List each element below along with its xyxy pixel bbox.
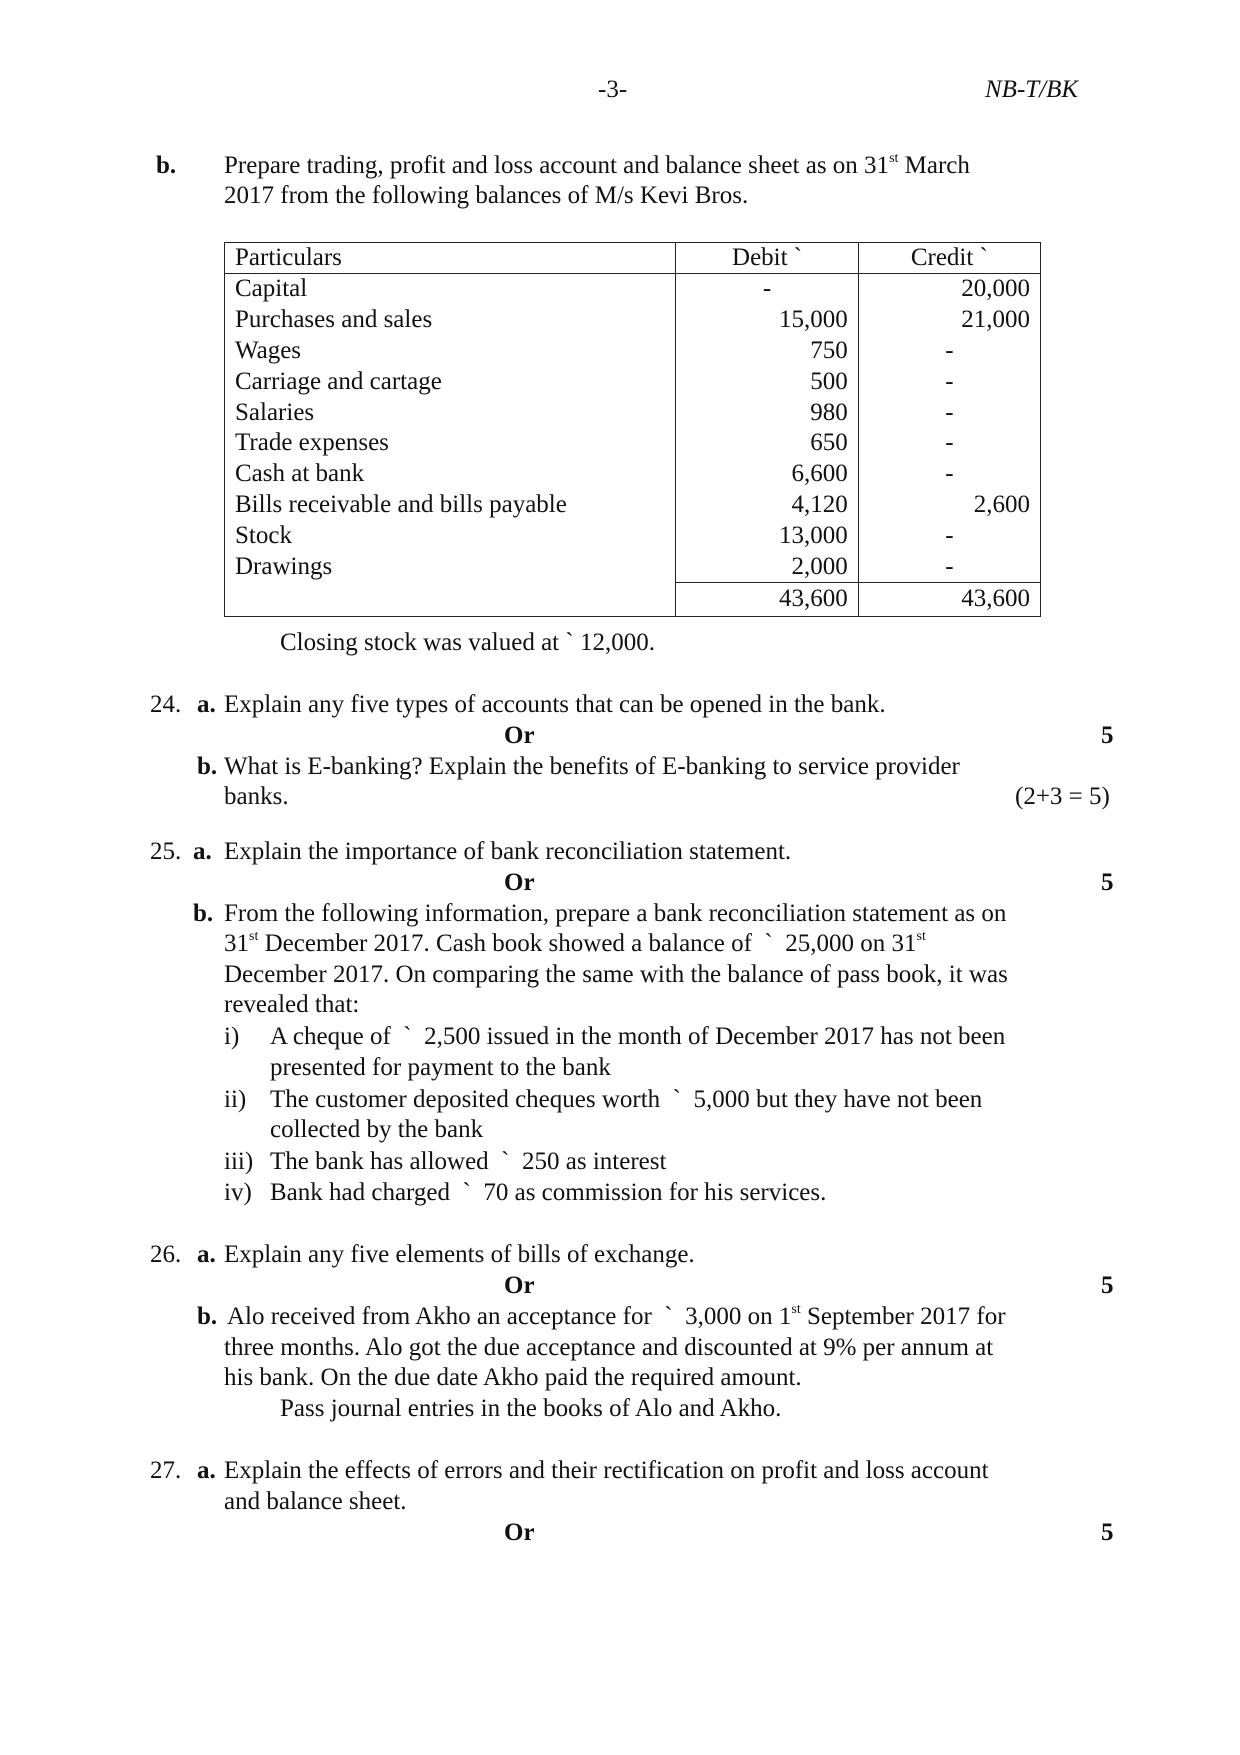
table-row	[225, 428, 1041, 459]
q24b-line1: What is E-banking? Explain the benefits of E-banking to service provider	[224, 753, 960, 780]
q24b-line2: banks.	[224, 783, 289, 810]
list-item-text: Bank had charged ` 70 as commission for his services.	[270, 1179, 827, 1206]
table-total-row	[225, 582, 1041, 616]
particular-cell: Wages	[225, 336, 676, 367]
q26b-line3: his bank. On the due date Akho paid the required amount.	[224, 1364, 802, 1391]
debit-cell: 6,600	[676, 459, 858, 490]
particular-cell: Purchases and sales	[225, 305, 676, 336]
credit-cell: -	[858, 366, 1040, 397]
particular-cell: Carriage and cartage	[225, 366, 676, 397]
list-item-text: The bank has allowed ` 250 as interest	[270, 1148, 667, 1175]
particular-cell: Trade expenses	[225, 428, 676, 459]
q25-number: 25.	[150, 838, 182, 865]
q23b-line1: Prepare trading, profit and loss account and balance sheet as on 31st March	[224, 150, 970, 179]
debit-cell: -	[676, 274, 858, 305]
list-item-num: iii)	[224, 1148, 254, 1175]
q26b-line4: Pass journal entries in the books of Alo and Akho.	[280, 1395, 782, 1422]
q27a-line1: Explain the effects of errors and their rectification on profit and loss account	[224, 1457, 989, 1484]
q26a-text: Explain any five elements of bills of exchange.	[224, 1241, 695, 1268]
q25b-line4: revealed that:	[224, 991, 360, 1018]
q27-or: Or	[504, 1519, 535, 1546]
q26-or: Or	[504, 1272, 535, 1299]
list-item-num: i)	[224, 1023, 240, 1050]
q25b-line3: December 2017. On comparing the same with the balance of pass book, it was	[224, 961, 1008, 988]
credit-cell: 20,000	[858, 274, 1040, 305]
list-item-text-cont: presented for payment to the bank	[270, 1054, 611, 1081]
particular-cell: Bills receivable and bills payable	[225, 490, 676, 521]
credit-cell: -	[858, 428, 1040, 459]
table-row	[225, 397, 1041, 428]
q23b-line2: 2017 from the following balances of M/s Kevi Bros.	[224, 182, 749, 209]
q23b-label: b.	[156, 152, 177, 179]
credit-cell: -	[858, 520, 1040, 551]
closing-stock-note: Closing stock was valued at ` 12,000.	[280, 629, 655, 656]
debit-cell: 15,000	[676, 305, 858, 336]
list-item-text-cont: collected by the bank	[270, 1116, 484, 1143]
debit-cell: 4,120	[676, 490, 858, 521]
total-credit: 43,600	[858, 582, 1040, 616]
particular-cell: Drawings	[225, 551, 676, 582]
q25a-label: a.	[193, 838, 212, 865]
header-debit: Debit `	[676, 243, 858, 274]
q25a-text: Explain the importance of bank reconciliation statement.	[224, 838, 792, 865]
table-row	[225, 520, 1041, 551]
debit-cell: 500	[676, 366, 858, 397]
q27a-line2: and balance sheet.	[224, 1488, 407, 1515]
credit-cell: -	[858, 551, 1040, 582]
table-row	[225, 274, 1041, 305]
particular-cell: Stock	[225, 520, 676, 551]
table-header-row	[225, 243, 1041, 274]
balances-table	[224, 242, 1041, 617]
header-particulars: Particulars	[225, 243, 676, 274]
particular-cell: Salaries	[225, 397, 676, 428]
q27-marks: 5	[1101, 1519, 1114, 1546]
credit-cell: 21,000	[858, 305, 1040, 336]
header-credit: Credit `	[858, 243, 1040, 274]
table-row	[225, 305, 1041, 336]
debit-cell: 13,000	[676, 520, 858, 551]
list-item-num: iv)	[224, 1179, 252, 1206]
debit-cell: 980	[676, 397, 858, 428]
list-item-text: The customer deposited cheques worth ` 5,000 but they have not been	[270, 1086, 983, 1113]
credit-cell: 2,600	[858, 490, 1040, 521]
q25b-label: b.	[193, 900, 214, 927]
credit-cell: -	[858, 397, 1040, 428]
credit-cell: -	[858, 459, 1040, 490]
q26a-label: a.	[197, 1241, 216, 1268]
paper-code: NB-T/BK	[985, 76, 1079, 103]
q24b-label: b.	[197, 753, 218, 780]
q25b-line2: 31st December 2017. Cash book showed a balance of ` 25,000 on 31st	[224, 928, 926, 957]
debit-cell: 650	[676, 428, 858, 459]
particular-cell: Capital	[225, 274, 676, 305]
q24a-text: Explain any five types of accounts that can be opened in the bank.	[224, 691, 886, 718]
debit-cell: 2,000	[676, 551, 858, 582]
q25-marks: 5	[1101, 869, 1114, 896]
table-row	[225, 336, 1041, 367]
q24-number: 24.	[150, 691, 182, 718]
list-item-num: ii)	[224, 1086, 247, 1113]
list-item-text: A cheque of ` 2,500 issued in the month of December 2017 has not been	[270, 1023, 1006, 1050]
q27-number: 27.	[150, 1457, 182, 1484]
q26-number: 26.	[150, 1241, 182, 1268]
table-row	[225, 551, 1041, 582]
q26b-line1: Alo received from Akho an acceptance for ` 3,000 on 1st September 2017 for	[227, 1301, 1006, 1330]
q24-marks: 5	[1101, 722, 1114, 749]
page-number: -3-	[598, 76, 628, 103]
table-row	[225, 490, 1041, 521]
q25b-line1: From the following information, prepare a bank reconciliation statement as on	[224, 900, 1007, 927]
q24-or: Or	[504, 722, 535, 749]
table-row	[225, 459, 1041, 490]
particular-cell: Cash at bank	[225, 459, 676, 490]
credit-cell: -	[858, 336, 1040, 367]
q24a-label: a.	[197, 691, 216, 718]
q26-marks: 5	[1101, 1272, 1114, 1299]
q24b-marks: (2+3 = 5)	[1015, 783, 1110, 810]
table-row	[225, 366, 1041, 397]
q26b-label: b.	[197, 1303, 218, 1330]
q27a-label: a.	[197, 1457, 216, 1484]
debit-cell: 750	[676, 336, 858, 367]
total-blank-cell	[225, 582, 676, 616]
total-debit: 43,600	[676, 582, 858, 616]
q26b-line2: three months. Alo got the due acceptance and discounted at 9% per annum at	[224, 1334, 994, 1361]
q25-or: Or	[504, 869, 535, 896]
